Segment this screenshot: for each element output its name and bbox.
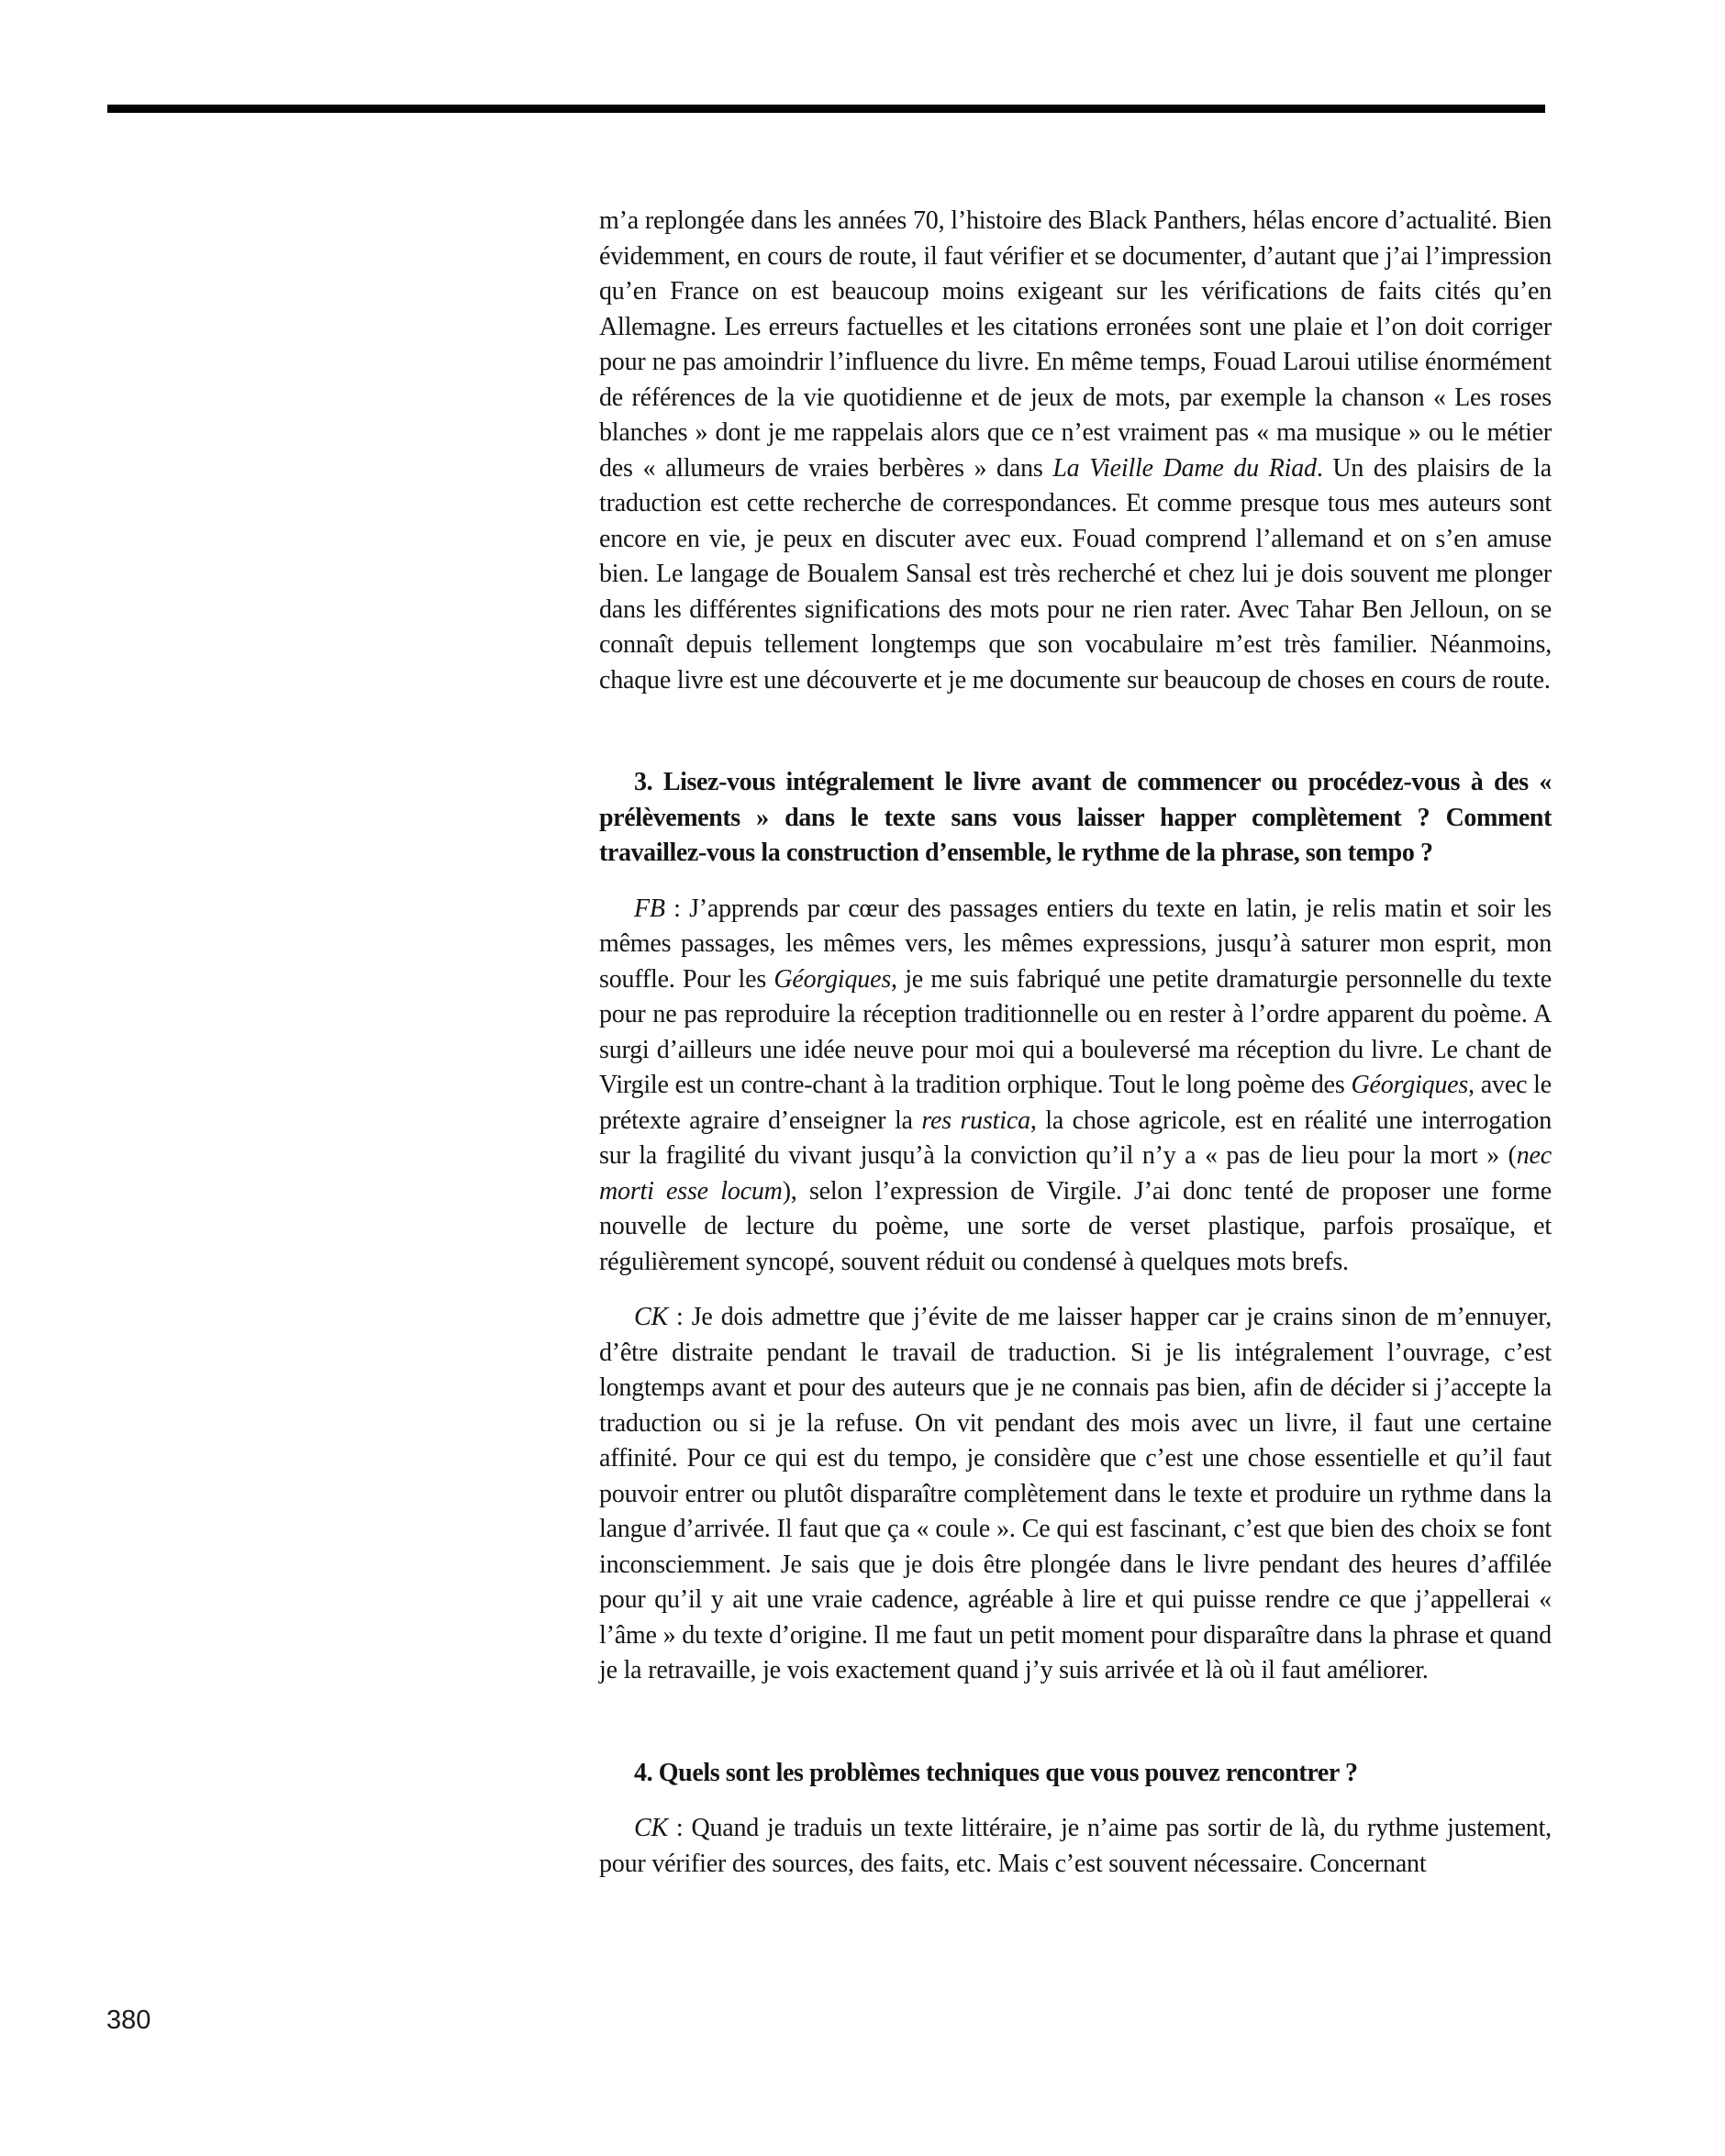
text-segment: : Quand je traduis un texte littéraire, je n’aime pas sortir de là, du rythme justement, pour vérifier des sources, des faits, etc. Mais c’est souvent nécessaire. Concernant: [599, 1814, 1552, 1878]
top-rule: [107, 105, 1545, 113]
italic-text-segment: La Vieille Dame du Riad: [1052, 453, 1317, 483]
text-segment: ), selon l’expression de Virgile. J’ai donc tenté de proposer une forme nouvelle de lecture du poème, une sorte de verset plastique, parfois prosaïque, et régulièrement syncopé, souvent réduit ou condensé à quelques mots brefs.: [599, 1176, 1552, 1276]
text-segment: m’a replongée dans les années 70, l’histoire des Black Panthers, hélas encore d’actualité. Bien évidemment, en cours de route, il faut vérifier et se documenter, d’autant que j’ai l’impression qu’en France on est beaucoup moins exigeant sur les vérifications de faits cités qu’en Allemagne. Les erreurs factuelles et les citations erronées sont une plaie et l’on doit corriger pour ne pas amoindrir l’influence du livre. En même temps, Fouad Laroui utilise énormément de références de la vie quotidienne et de jeux de mots, par exemple la chanson « Les roses blanches » dont je me rappelais alors que ce n’est vraiment pas « ma musique » ou le métier des « allumeurs de vraies berbères » dans: [599, 206, 1552, 483]
italic-text-segment: Géorgiques: [773, 964, 892, 994]
text-column: [599, 204, 1552, 1902]
italic-text-segment: nec morti esse locum: [599, 1141, 1552, 1206]
text-segment: 4. Quels sont les problèmes techniques que vous pouvez rencontrer ?: [634, 1758, 1358, 1787]
text-segment: , la chose agricole, est en réalité une interrogation sur la fragilité du vivant jusqu’à la conviction qu’il n’y a « pas de lieu pour la mort » (: [599, 1106, 1552, 1170]
text-segment: . Un des plaisirs de la traduction est cette recherche de correspondances. Et comme presque tous mes auteurs sont encore en vie, je peux en discuter avec eux. Fouad comprend l’allemand et on s’en amuse bien. Le langage de Boualem Sansal est très recherché et chez lui je dois souvent me plonger dans les différentes significations des mots pour ne rien rater. Avec Tahar Ben Jelloun, on se connaît depuis tellement longtemps que son vocabulaire m’est très familier. Néanmoins, chaque livre est une découverte et je me documente sur beaucoup de choses en cours de route.: [599, 453, 1552, 695]
answer-fb-paragraph: [599, 892, 1552, 1281]
italic-text-segment: Géorgiques: [1351, 1071, 1469, 1099]
paragraph-continuation: [599, 204, 1552, 698]
italic-text-segment: res rustica: [921, 1106, 1030, 1135]
answer-ck-paragraph-2: [599, 1811, 1552, 1882]
italic-text-segment: FB: [634, 894, 665, 923]
text-segment: 3. Lisez-vous intégralement le livre avant de commencer ou procédez-vous à des « prélèvements » dans le texte sans vous laisser happer complètement ? Comment travaillez-vous la construction d’ensemble, le rythme de la phrase, son tempo ?: [599, 768, 1552, 867]
page-number: 380: [106, 2006, 151, 2035]
text-segment: : Je dois admettre que j’évite de me laisser happer car je crains sinon de m’ennuyer, d’être distraite pendant le travail de traduction. Si je lis intégralement l’ouvrage, c’est longtemps avant et pour des auteurs que je ne connais pas bien, afin de décider si j’accepte la traduction ou si je la refuse. On vit pendant des mois avec un livre, il faut une certaine affinité. Pour ce qui est du tempo, je considère que c’est une chose essentielle et qu’il faut pouvoir entrer ou plutôt disparaître complètement dans le texte et produire un rythme dans la langue d’arrivée. Il faut que ça « coule ». Ce qui est fascinant, c’est que bien des choix se font inconsciemment. Je sais que je dois être plongée dans le livre pendant des heures d’affilée pour qu’il y ait une vraie cadence, agréable à lire et qui puisse rendre ce que j’appellerai « l’âme » du texte d’origine. Il me faut un petit moment pour disparaître dans la phrase et quand je la retravaille, je vois exactement quand j’y suis arrivée et là où il faut améliorer.: [599, 1303, 1552, 1684]
text-segment: , avec le prétexte agraire d’enseigner la: [599, 1071, 1552, 1135]
italic-text-segment: CK: [634, 1303, 668, 1331]
text-segment: , je me suis fabriqué une petite dramaturgie personnelle du texte pour ne pas reproduire la réception traditionnelle ou en rester à l’ordre apparent du poème. A surgi d’ailleurs une idée neuve pour moi qui a bouleversé ma réception du livre. Le chant de Virgile est un contre-chant à la tradition orphique. Tout le long poème des: [599, 964, 1552, 1099]
question-4-heading: [599, 1756, 1552, 1792]
italic-text-segment: CK: [634, 1814, 668, 1842]
text-segment: : J’apprends par cœur des passages entiers du texte en latin, je relis matin et soir les mêmes passages, les mêmes vers, les mêmes expressions, jusqu’à saturer mon esprit, mon souffle. Pour les: [599, 894, 1552, 994]
answer-ck-paragraph: [599, 1300, 1552, 1689]
question-3-heading: [599, 765, 1552, 872]
